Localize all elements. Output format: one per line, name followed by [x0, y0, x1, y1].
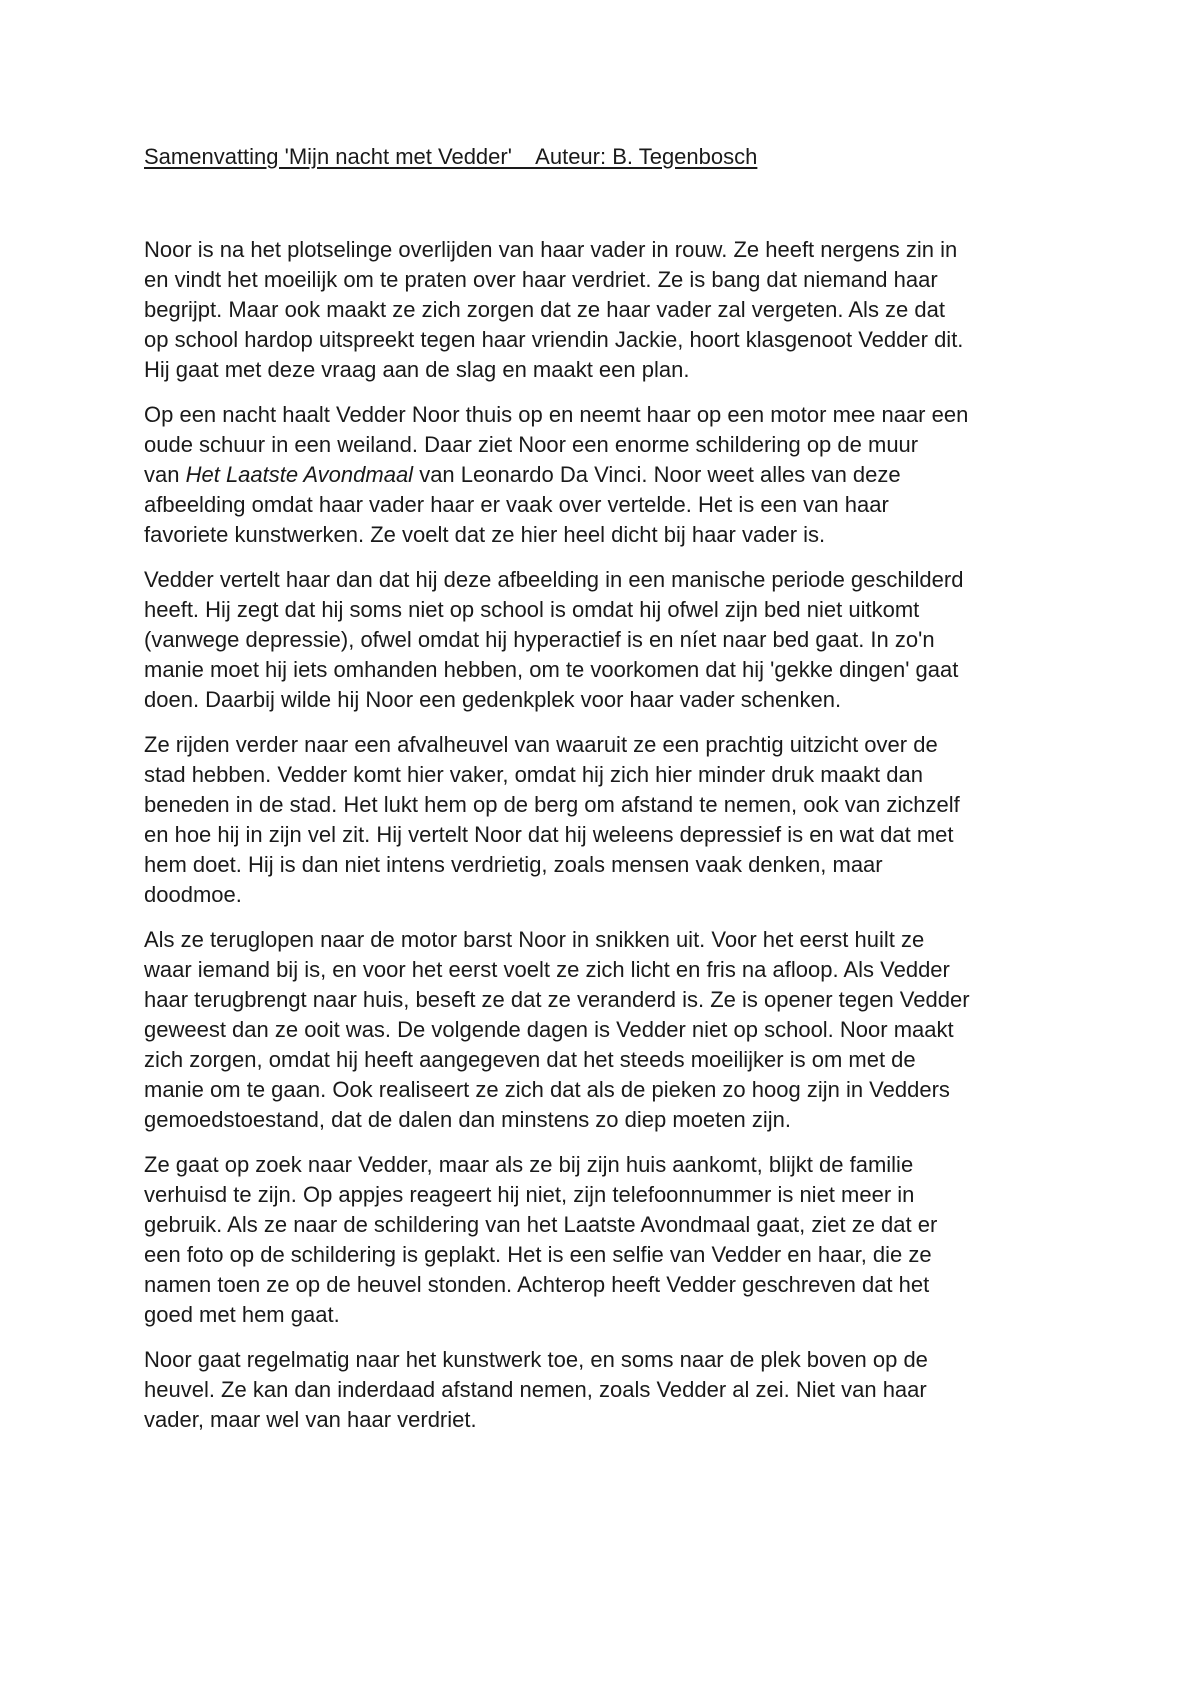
text-line: oude schuur in een weiland. Daar ziet Noor een enorme schildering op de muur — [144, 432, 919, 457]
text-line: goed met hem gaat. — [144, 1302, 340, 1327]
text-line: doen. Daarbij wilde hij Noor een gedenkplek voor haar vader schenken. — [144, 687, 842, 712]
text-line: geweest dan ze ooit was. De volgende dagen is Vedder niet op school. Noor maakt — [144, 1017, 954, 1042]
text-line: vader, maar wel van haar verdriet. — [144, 1407, 477, 1432]
text-line-with-title — [144, 460, 1066, 490]
text-line: manie om te gaan. Ook realiseert ze zich dat als de pieken zo hoog zijn in Vedders — [144, 1077, 950, 1102]
text-line: stad hebben. Vedder komt hier vaker, omdat hij zich hier minder druk maakt dan — [144, 762, 923, 787]
text-line: begrijpt. Maar ook maakt ze zich zorgen dat ze haar vader zal vergeten. Als ze dat — [144, 297, 945, 322]
line-prefix: van — [144, 462, 186, 487]
paragraph-3 — [144, 565, 1066, 715]
text-line: en vindt het moeilijk om te praten over haar verdriet. Ze is bang dat niemand haar — [144, 267, 938, 292]
text-line: beneden in de stad. Het lukt hem op de berg om afstand te nemen, ook van zichzelf — [144, 792, 960, 817]
text-line: waar iemand bij is, en voor het eerst voelt ze zich licht en fris na afloop. Als Vedder — [144, 957, 950, 982]
paragraph-2 — [144, 400, 1066, 550]
text-line: doodmoe. — [144, 882, 242, 907]
text-line: (vanwege depressie), ofwel omdat hij hyperactief is en níet naar bed gaat. In zo'n — [144, 627, 935, 652]
text-line: heeft. Hij zegt dat hij soms niet op school is omdat hij ofwel zijn bed niet uitkomt — [144, 597, 920, 622]
text-line: op school hardop uitspreekt tegen haar vriendin Jackie, hoort klasgenoot Vedder dit. — [144, 327, 964, 352]
text-line: afbeelding omdat haar vader haar er vaak over vertelde. Het is een van haar — [144, 492, 889, 517]
text-line: Ze rijden verder naar een afvalheuvel van waaruit ze een prachtig uitzicht over de — [144, 732, 938, 757]
text-line: een foto op de schildering is geplakt. Het is een selfie van Vedder en haar, die ze — [144, 1242, 932, 1267]
text-line: zich zorgen, omdat hij heeft aangegeven dat het steeds moeilijker is om met de — [144, 1047, 916, 1072]
paragraph-1 — [144, 235, 1066, 385]
text-line: Vedder vertelt haar dan dat hij deze afbeelding in een manische periode geschilderd — [144, 567, 964, 592]
text-line: Noor is na het plotselinge overlijden van haar vader in rouw. Ze heeft nergens zin in — [144, 237, 958, 262]
text-line: heuvel. Ze kan dan inderdaad afstand nemen, zoals Vedder al zei. Niet van haar — [144, 1377, 927, 1402]
text-line: Als ze teruglopen naar de motor barst Noor in snikken uit. Voor het eerst huilt ze — [144, 927, 925, 952]
text-line: namen toen ze op de heuvel stonden. Achterop heeft Vedder geschreven dat het — [144, 1272, 930, 1297]
document-title: Samenvatting 'Mijn nacht met Vedder' Auteur: B. Tegenbosch — [144, 144, 758, 169]
text-line: Noor gaat regelmatig naar het kunstwerk toe, en soms naar de plek boven op de — [144, 1347, 928, 1372]
paragraph-7 — [144, 1345, 1066, 1435]
text-line: favoriete kunstwerken. Ze voelt dat ze hier heel dicht bij haar vader is. — [144, 522, 826, 547]
paragraph-5 — [144, 925, 1066, 1135]
paragraph-4 — [144, 730, 1066, 910]
text-line: gemoedstoestand, dat de dalen dan minstens zo diep moeten zijn. — [144, 1107, 791, 1132]
artwork-title: Het Laatste Avondmaal — [185, 462, 414, 487]
text-line: Hij gaat met deze vraag aan de slag en maakt een plan. — [144, 357, 690, 382]
line-suffix: van Leonardo Da Vinci. Noor weet alles van deze — [413, 462, 901, 487]
text-line: Op een nacht haalt Vedder Noor thuis op en neemt haar op een motor mee naar een — [144, 402, 969, 427]
text-line: gebruik. Als ze naar de schildering van het Laatste Avondmaal gaat, ziet ze dat er — [144, 1212, 938, 1237]
text-line: manie moet hij iets omhanden hebben, om te voorkomen dat hij 'gekke dingen' gaat — [144, 657, 959, 682]
paragraph-6 — [144, 1150, 1066, 1330]
text-line: haar terugbrengt naar huis, beseft ze dat ze veranderd is. Ze is opener tegen Vedder — [144, 987, 970, 1012]
text-line: verhuisd te zijn. Op appjes reageert hij niet, zijn telefoonnummer is niet meer in — [144, 1182, 915, 1207]
text-line: Ze gaat op zoek naar Vedder, maar als ze bij zijn huis aankomt, blijkt de familie — [144, 1152, 914, 1177]
text-line: en hoe hij in zijn vel zit. Hij vertelt Noor dat hij weleens depressief is en wat dat met — [144, 822, 954, 847]
document-body — [144, 235, 1066, 1450]
text-line: hem doet. Hij is dan niet intens verdrietig, zoals mensen vaak denken, maar — [144, 852, 883, 877]
